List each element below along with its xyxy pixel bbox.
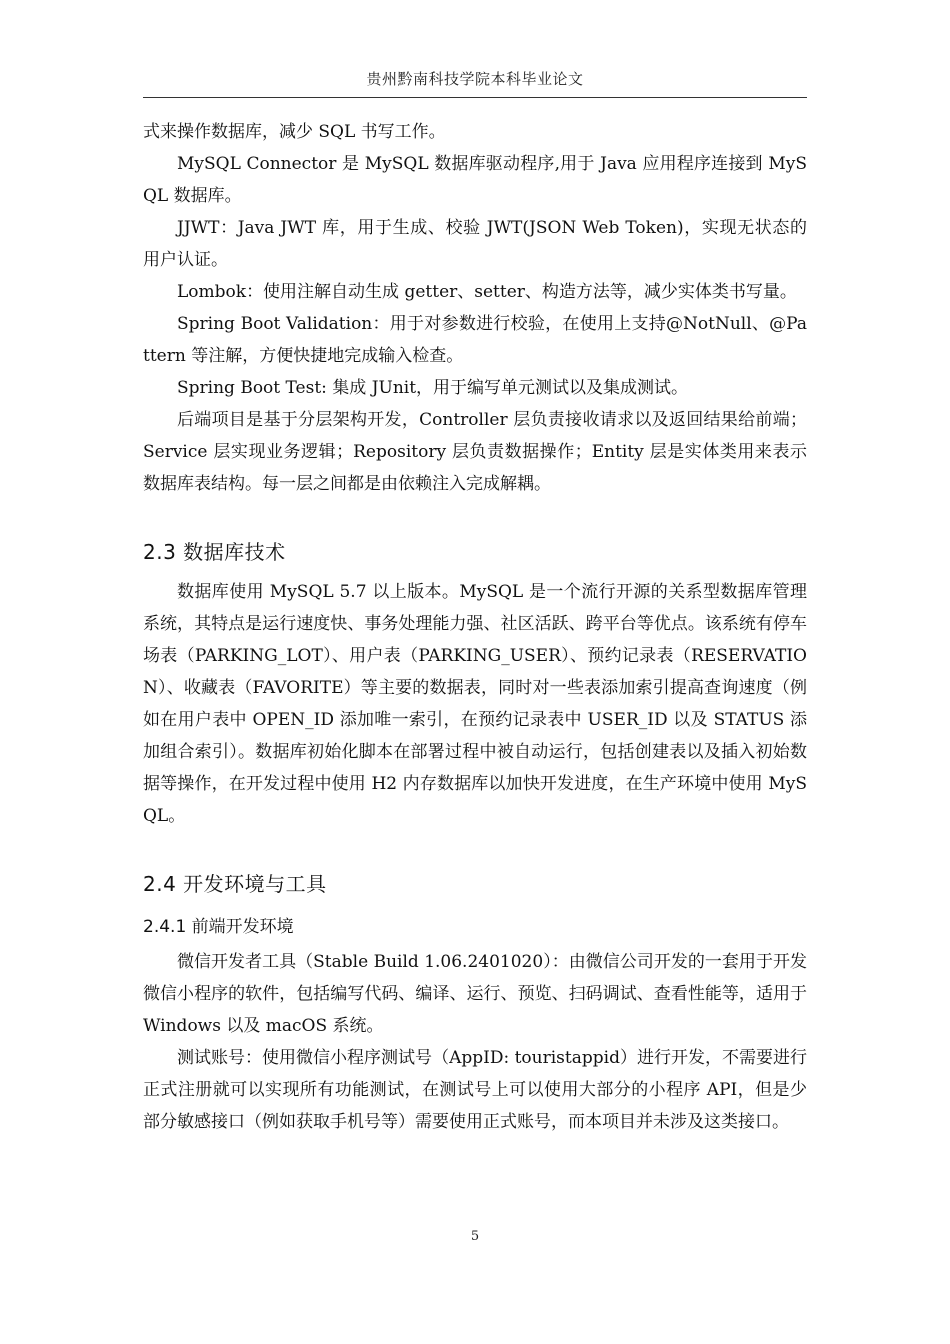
paragraph-wechat-devtools: 微信开发者工具（Stable Build 1.06.2401020）：由微信公司开发的一套用于开发微信小程序的软件，包括编写代码、编译、运行、预览、扫码调试、查看性能等，适用于 Windows 以及 macOS 系统。 (143, 952, 807, 1036)
subsection-heading-2-4-1: 2.4.1 前端开发环境 (143, 917, 294, 937)
section-heading-2-3: 2.3 数据库技术 (143, 540, 286, 564)
paragraph-test-account: 测试账号：使用微信小程序测试号（AppID: touristappid）进行开发，不需要进行正式注册就可以实现所有功能测试，在测试号上可以使用大部分的小程序 API，但是少部分敏感接口（例如获取手机号等）需要使用正式账号，而本项目并未涉及这类接口。 (143, 1048, 807, 1132)
paragraph-validation: Spring Boot Validation：用于对参数进行校验，在使用上支持@NotNull、@Pattern 等注解，方便快捷地完成输入检查。 (143, 314, 807, 366)
paragraph-boot-test: Spring Boot Test: 集成 JUnit，用于编写单元测试以及集成测试。 (177, 378, 689, 398)
paragraph-jjwt: JJWT：Java JWT 库，用于生成、校验 JWT(JSON Web Token)，实现无状态的用户认证。 (143, 218, 807, 270)
paragraph-lombok: Lombok：使用注解自动生成 getter、setter、构造方法等，减少实体类书写量。 (177, 282, 797, 302)
paragraph-database: 数据库使用 MySQL 5.7 以上版本。MySQL 是一个流行开源的关系型数据库管理系统，其特点是运行速度快、事务处理能力强、社区活跃、跨平台等优点。该系统有停车场表（PARKING_LOT）、用户表（PARKING_USER）、预约记录表（RESERVATION）、收藏表（FAVORITE）等主要的数据表，同时对一些表添加索引提高查询速度（例如在用户表中 OPEN_ID 添加唯一索引，在预约记录表中 USER_ID 以及 STATUS 添加组合索引）。数据库初始化脚本在部署过程中被自动运行，包括创建表以及插入初始数据等操作，在开发过程中使用 H2 内存数据库以加快开发进度，在生产环境中使用 MySQL。 (143, 582, 807, 826)
body-text (143, 116, 807, 1138)
page-number: 5 (470, 1229, 480, 1244)
header-rule (143, 97, 807, 98)
paragraph-layered-architecture: 后端项目是基于分层架构开发，Controller 层负责接收请求以及返回结果给前端；Service 层实现业务逻辑；Repository 层负责数据操作；Entity 层是实体类用来表示数据库表结构。每一层之间都是由依赖注入完成解耦。 (143, 410, 807, 494)
paragraph-continued: 式来操作数据库，减少 SQL 书写工作。 (143, 122, 446, 142)
paragraph-mysql-connector: MySQL Connector 是 MySQL 数据库驱动程序,用于 Java 应用程序连接到 MySQL 数据库。 (143, 154, 807, 206)
section-heading-2-4: 2.4 开发环境与工具 (143, 872, 327, 896)
running-header: 贵州黔南科技学院本科毕业论文 (366, 70, 584, 88)
